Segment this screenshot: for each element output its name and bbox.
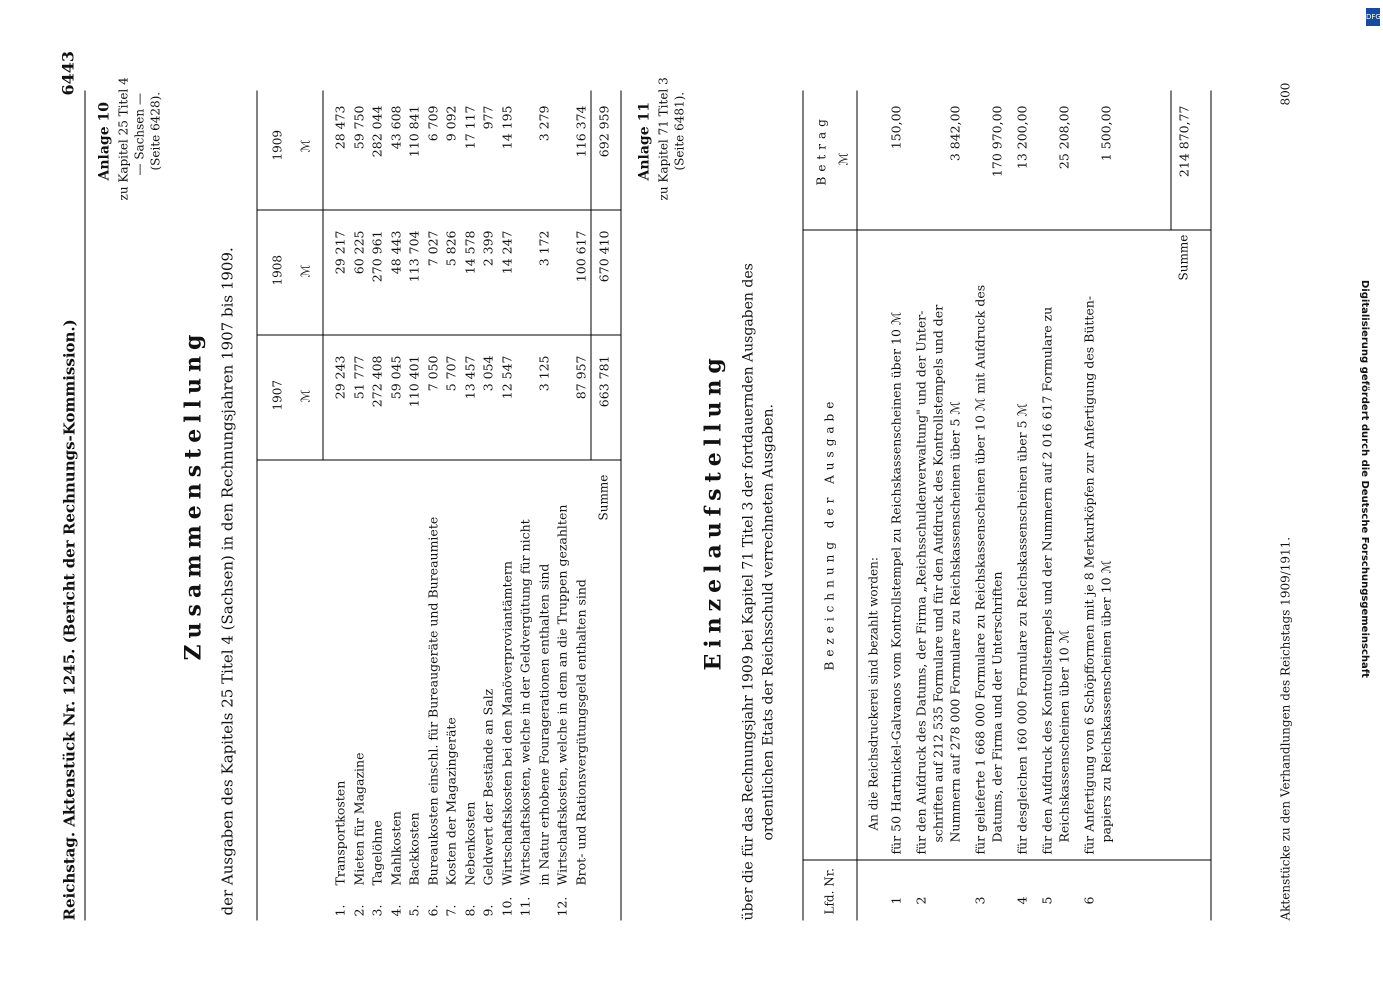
t2-head-rule	[856, 90, 857, 920]
row-1907: 7 050	[424, 355, 440, 391]
row-label: Geldwert der Bestände an Salz	[480, 688, 495, 885]
row-label: Tagelöhne	[369, 819, 384, 885]
einzel-row-nr: 6	[1081, 896, 1096, 904]
row-1907: 110 401	[406, 355, 421, 407]
row-nr: 9.	[480, 904, 495, 916]
einzel-row-text: Nummern auf 278 000 Formulare zu Reichskassenscheinen über 5 ℳ	[947, 400, 962, 842]
row-nr: 3.	[369, 904, 384, 916]
row-1908: 14 578	[461, 230, 477, 274]
row-1907: 5 707	[443, 355, 458, 391]
einzel-row-text: schriften auf 212 535 Formulare und für den Aufdruck des Kontrollstempels und der	[930, 304, 945, 842]
row-nr: 7.	[443, 904, 458, 916]
row-1907: 12 547	[498, 355, 514, 399]
row-1907: 29 243	[332, 355, 347, 399]
row-1908: 60 225	[350, 230, 366, 274]
einzel-row-amount: 150,00	[888, 105, 903, 149]
row-label: Transportkosten	[332, 780, 347, 885]
row-1907: 13 457	[461, 355, 477, 399]
row-1907: 272 408	[369, 355, 384, 407]
row-1909: 977	[480, 105, 495, 129]
t1-col-divider-1	[256, 459, 620, 460]
row-label: Wirtschaftskosten, welche in dem an die Truppen gezahlten	[554, 504, 569, 885]
intro-line: An die Reichsdruckerei sind bezahlt worden:	[866, 556, 880, 830]
row-1908: 2 399	[480, 230, 495, 266]
page-header: Reichstag. Aktenstück Nr. 1245. (Bericht der Rechnungs-Kommission.)	[60, 318, 78, 920]
einzel-row-nr: 3	[972, 896, 987, 904]
row-1908: 7 027	[424, 230, 440, 266]
anlage10-line1: zu Kapitel 25 Titel 4	[116, 76, 130, 200]
row-1908: 270 961	[369, 230, 384, 282]
row-nr	[536, 886, 552, 916]
t2-top-rule	[802, 90, 803, 920]
einzel-row-text: für Anfertigung von 6 Schöpfformen mit je 8 Merkurköpfen zur Anfertigung des Bütten-	[1081, 295, 1096, 854]
einzel-row-text: für 50 Hartnickel-Galvanos vom Kontrollstempel zu Reichskassenscheinen über 10 ℳ	[888, 311, 903, 854]
anlage11-line2: (Seite 6481).	[672, 91, 686, 170]
col-1908: 1908	[270, 254, 284, 285]
t1-top-rule	[256, 90, 257, 920]
row-1909: 116 374	[572, 105, 588, 157]
summe-label: Summe	[596, 474, 610, 520]
summe-1909: 692 959	[596, 105, 611, 157]
einzel-row-amount: 1 500,00	[1098, 105, 1113, 161]
dfg-logo-icon: DFG	[1366, 8, 1380, 26]
t1-col-divider-3	[256, 209, 620, 210]
einzel-row-amount: 3 842,00	[947, 105, 962, 161]
einzel-row-text: für gelieferte 1 668 000 Formulare zu Reichskassenscheinen über 10 ℳ mit Aufdruck des	[972, 284, 987, 854]
summe-1907: 663 781	[596, 355, 611, 407]
row-label: Bureaukosten einschl. für Bureaugeräte und Bureaumiete	[424, 516, 440, 885]
row-label: Kosten der Magazingeräte	[443, 716, 458, 885]
anlage11-title: Anlage 11	[636, 101, 652, 180]
t1-head-rule	[322, 90, 323, 460]
row-nr: 2.	[350, 904, 366, 916]
col-bezeichnung: Bezeichnung der Ausgabe	[822, 396, 836, 670]
footer-left: Aktenstücke zu den Verhandlungen des Reichstags 1909/1911.	[1278, 536, 1292, 920]
t1-col-divider-2	[256, 334, 620, 335]
einzel-summe: 214 870,77	[1176, 105, 1191, 177]
header-rule	[84, 90, 85, 920]
row-label: Backkosten	[406, 811, 421, 885]
row-1909: 110 841	[406, 105, 421, 157]
t2-col-divider-2	[802, 229, 1210, 230]
cur-1908: ℳ	[298, 264, 312, 277]
einzel-row-amount: 170 970,00	[989, 105, 1004, 177]
row-label: Wirtschaftskosten, welche in der Geldvergütung für nicht	[517, 518, 532, 885]
col-betrag: Betrag	[814, 113, 828, 185]
row-1909: 282 044	[369, 105, 384, 157]
row-nr: 4.	[387, 904, 403, 916]
einzel-row-text: Datums, der Firma und der Unterschriften	[989, 571, 1004, 842]
row-label: Nebenkosten	[461, 801, 477, 885]
anlage10-line3: (Seite 6428).	[148, 91, 162, 170]
row-1909: 43 608	[387, 105, 403, 149]
row-1909: 9 092	[443, 105, 458, 141]
cur-1909: ℳ	[298, 139, 312, 152]
row-label: Wirtschaftskosten bei den Manöverproviantämtern	[498, 560, 514, 885]
zusammenstellung-subtitle: der Ausgaben des Kapitels 25 Titel 4 (Sachsen) in den Rechnungsjahren 1907 bis 1909.	[218, 246, 236, 915]
row-1909: 14 195	[498, 105, 514, 149]
row-1909: 28 473	[332, 105, 347, 149]
row-1908: 14 247	[498, 230, 514, 274]
row-1909: 3 279	[535, 105, 551, 141]
row-nr	[573, 886, 589, 916]
col-lfd-nr: Lfd. Nr.	[822, 867, 836, 914]
einzel-row-nr: 4	[1014, 896, 1029, 904]
row-1908: 5 826	[443, 230, 458, 266]
row-1909: 17 117	[461, 105, 477, 149]
row-1908: 3 172	[535, 230, 551, 266]
col-betrag-currency: ℳ	[836, 152, 850, 165]
anlage10-title: Anlage 10	[96, 101, 112, 180]
row-nr: 12.	[554, 896, 569, 916]
row-nr: 8.	[461, 904, 477, 916]
einzel-summe-label: Summe	[1176, 234, 1190, 280]
row-1908: 113 704	[406, 230, 421, 282]
summe-1908: 670 410	[596, 230, 611, 282]
t1-bottom-rule	[620, 90, 621, 920]
anlage11-line1: zu Kapitel 71 Titel 3	[656, 76, 670, 200]
row-1908: 100 617	[572, 230, 588, 282]
einzel-row-nr: 2	[913, 896, 928, 904]
page-number: 6443	[58, 50, 77, 95]
zusammenstellung-title: Zusammenstellung	[180, 328, 206, 660]
einzel-row-text: für desgleichen 160 000 Formulare zu Reichskassenscheinen über 5 ℳ	[1014, 402, 1029, 854]
row-nr: 5.	[406, 904, 421, 916]
col-1907: 1907	[270, 379, 284, 410]
col-1909: 1909	[270, 129, 284, 160]
t2-sum-rule	[1170, 90, 1171, 230]
row-1909: 6 709	[424, 105, 440, 141]
row-nr: 1.	[332, 904, 347, 916]
row-label: Brot- und Rationsvergütungsgeld enthalten sind	[572, 578, 588, 885]
einzel-row-amount: 13 200,00	[1014, 105, 1029, 169]
row-1908: 48 443	[387, 230, 403, 274]
row-1909: 59 750	[350, 105, 366, 149]
anlage10-line2: — Sachsen —	[132, 92, 146, 175]
t1-sum-rule	[590, 90, 591, 460]
einzelaufstellung-subtitle-2: ordentlichen Etats der Reichsschuld verrechneten Ausgaben.	[760, 403, 776, 840]
row-1907: 51 777	[350, 355, 366, 399]
row-label: Mahlkosten	[387, 810, 403, 885]
einzelaufstellung-subtitle-1: über die für das Rechnungsjahr 1909 bei Kapitel 71 Titel 3 der fortdauernden Ausgaben des	[740, 262, 756, 920]
row-nr: 10.	[498, 896, 514, 916]
row-1907: 3 125	[535, 355, 551, 391]
einzel-row-nr: 5	[1039, 896, 1054, 904]
einzel-row-text: papiers zu Reichskassenscheinen über 10 ℳ	[1098, 559, 1113, 842]
dfg-credit-text: Digitalisierung gefördert durch die Deutsche Forschungsgemeinschaft	[1359, 280, 1370, 678]
einzel-row-text: für den Aufdruck des Datums, der Firma „Reichsschuldenverwaltung" und der Unter-	[913, 310, 928, 854]
row-1907: 87 957	[572, 355, 588, 399]
einzelaufstellung-title: Einzelaufstellung	[700, 351, 726, 670]
row-1907: 3 054	[480, 355, 495, 391]
einzel-row-text: für den Aufdruck des Kontrollstempels und der Nummern auf 2 016 617 Formulare zu	[1039, 306, 1054, 854]
t2-col-divider-1	[802, 859, 1210, 860]
row-nr: 11.	[517, 896, 532, 916]
t2-bottom-rule	[1210, 90, 1211, 920]
row-1907: 59 045	[387, 355, 403, 399]
cur-1907: ℳ	[298, 389, 312, 402]
row-nr: 6.	[424, 904, 440, 916]
footer-right: 800	[1278, 82, 1292, 105]
row-label: in Natur erhobene Fouragerationen enthalten sind	[535, 563, 551, 885]
einzel-row-nr: 1	[888, 896, 903, 904]
row-1908: 29 217	[332, 230, 347, 274]
einzel-row-text: Reichskassenscheinen über 10 ℳ	[1056, 629, 1071, 842]
row-label: Mieten für Magazine	[350, 751, 366, 885]
einzel-row-amount: 25 208,00	[1056, 105, 1071, 169]
